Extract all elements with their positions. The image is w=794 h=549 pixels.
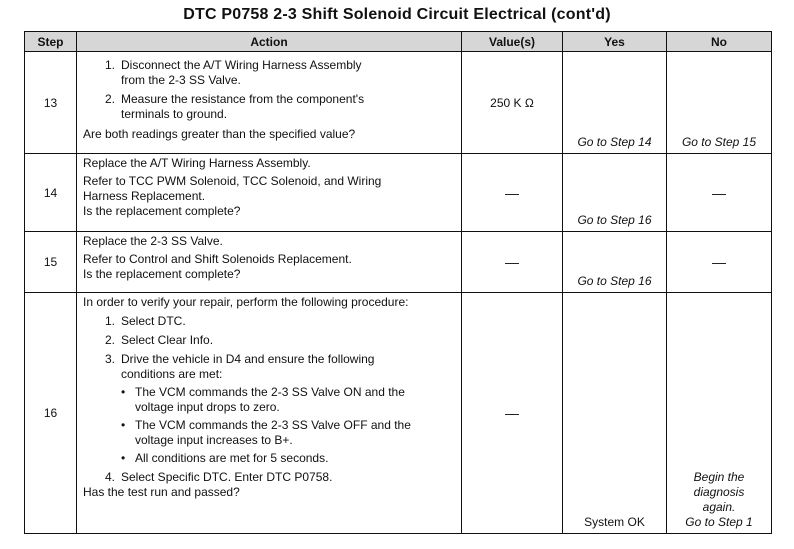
item-number: 3. <box>104 352 115 366</box>
bullet-icon: • <box>121 385 126 399</box>
item-number: 1. <box>104 58 115 72</box>
item-text: Drive the vehicle in D4 and ensure the following conditions are met: <box>121 352 375 381</box>
action-cell <box>77 52 462 154</box>
yes-result: Go to Step 14 <box>577 135 652 149</box>
yes-result: System OK <box>584 515 645 529</box>
step-number: 13 <box>25 52 77 154</box>
yes-result: Go to Step 16 <box>577 274 652 288</box>
item-text: Select DTC. <box>121 314 186 328</box>
numbered-item <box>83 333 457 348</box>
step-number: 15 <box>25 232 77 293</box>
value-cell: — <box>462 232 563 293</box>
numbered-item <box>83 314 457 329</box>
question-text: Are both readings greater than the specified value? <box>83 127 356 141</box>
item-number: 2. <box>104 333 115 347</box>
numbered-item <box>83 92 457 122</box>
no-cell <box>667 52 772 154</box>
action-line: Replace the 2-3 SS Valve. <box>83 234 223 248</box>
page-title: DTC P0758 2-3 Shift Solenoid Circuit Electrical (cont'd) <box>183 6 611 23</box>
item-number: 1. <box>104 314 115 328</box>
numbered-item <box>83 58 457 88</box>
question-text: Has the test run and passed? <box>83 485 240 499</box>
item-number: 2. <box>104 92 115 106</box>
bullet-item <box>83 418 457 448</box>
table-row <box>25 232 772 293</box>
bullet-text: The VCM commands the 2-3 SS Valve ON and the voltage input drops to zero. <box>135 385 405 414</box>
no-cell: — <box>667 154 772 232</box>
action-cell <box>77 293 462 534</box>
bullet-text: All conditions are met for 5 seconds. <box>135 451 329 465</box>
numbered-item <box>83 470 457 485</box>
column-header-step: Step <box>25 32 77 52</box>
step-number: 16 <box>25 293 77 534</box>
intro-text: In order to verify your repair, perform the following procedure: <box>83 295 409 309</box>
item-text: Measure the resistance from the component's terminals to ground. <box>121 92 365 121</box>
no-cell: — <box>667 232 772 293</box>
bullet-icon: • <box>121 451 126 465</box>
action-cell <box>77 154 462 232</box>
no-cell <box>667 293 772 534</box>
action-cell <box>77 232 462 293</box>
item-text: Select Specific DTC. Enter DTC P0758. <box>121 470 333 484</box>
column-header-action: Action <box>77 32 462 52</box>
value-cell: — <box>462 293 563 534</box>
bullet-text: The VCM commands the 2-3 SS Valve OFF and the voltage input increases to B+. <box>135 418 411 447</box>
no-result-line: Go to Step 1 <box>685 515 753 529</box>
bullet-item <box>83 451 457 466</box>
table-row <box>25 154 772 232</box>
bullet-item <box>83 385 457 415</box>
question-text: Is the replacement complete? <box>83 204 241 218</box>
column-header-yes: Yes <box>563 32 667 52</box>
bullet-icon: • <box>121 418 126 432</box>
item-number: 4. <box>104 470 115 484</box>
yes-cell <box>563 232 667 293</box>
column-header-values: Value(s) <box>462 32 563 52</box>
step-number: 14 <box>25 154 77 232</box>
value-cell: — <box>462 154 563 232</box>
table-row <box>25 293 772 534</box>
yes-cell <box>563 52 667 154</box>
value-cell: 250 K Ω <box>462 52 563 154</box>
table-header-row <box>25 32 772 52</box>
question-text: Is the replacement complete? <box>83 267 241 281</box>
no-result-line: Begin the diagnosis again. <box>693 470 745 514</box>
table-row <box>25 52 772 154</box>
numbered-item <box>83 352 457 382</box>
action-line: Refer to TCC PWM Solenoid, TCC Solenoid, and Wiring Harness Replacement. <box>83 174 382 203</box>
item-text: Disconnect the A/T Wiring Harness Assembly from the 2-3 SS Valve. <box>121 58 362 87</box>
action-line: Replace the A/T Wiring Harness Assembly. <box>83 156 311 170</box>
yes-result: Go to Step 16 <box>577 213 652 227</box>
column-header-no: No <box>667 32 772 52</box>
no-result <box>667 470 771 530</box>
yes-cell <box>563 154 667 232</box>
diagnostic-table <box>24 31 772 534</box>
yes-cell <box>563 293 667 534</box>
no-result: Go to Step 15 <box>681 135 757 149</box>
item-text: Select Clear Info. <box>121 333 214 347</box>
action-line: Refer to Control and Shift Solenoids Replacement. <box>83 252 352 266</box>
